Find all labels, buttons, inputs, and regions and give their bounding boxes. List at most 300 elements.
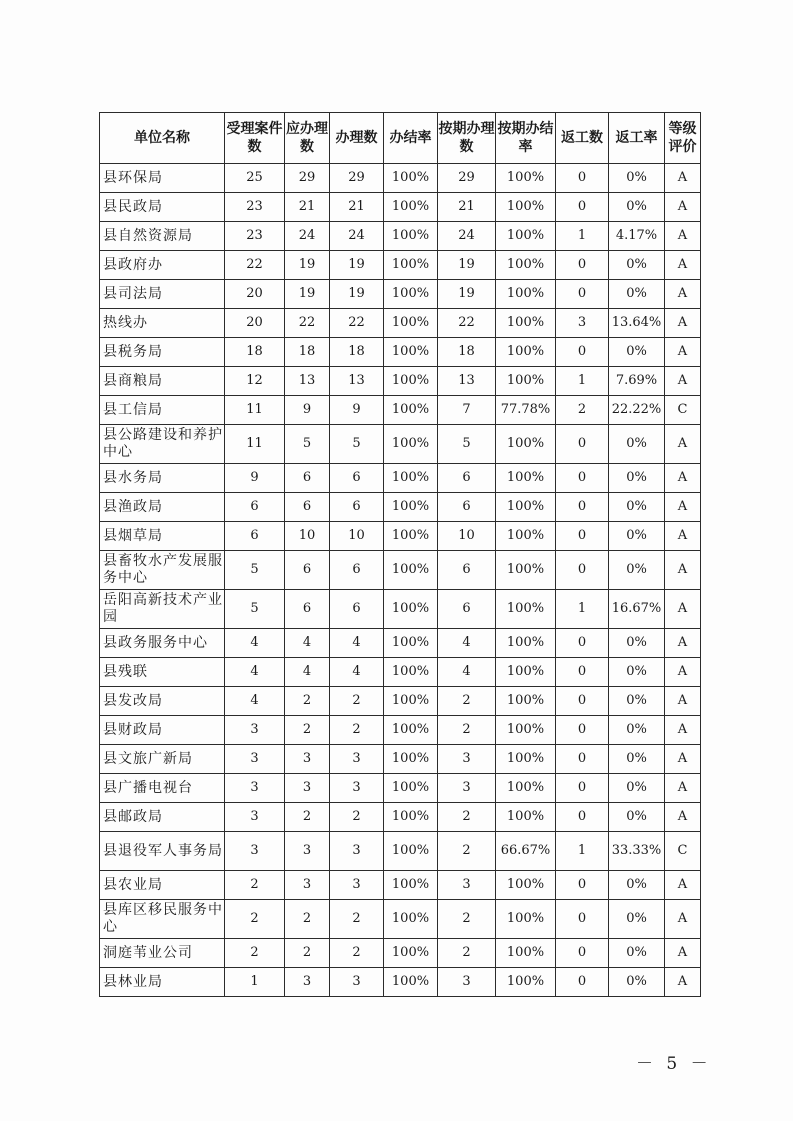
table-cell: A — [665, 968, 701, 997]
unit-name-cell: 岳阳高新技术产业园 — [100, 590, 225, 629]
unit-name-cell: 县库区移民服务中心 — [100, 900, 225, 939]
table-row — [100, 687, 701, 716]
table-cell: 100% — [496, 280, 556, 309]
table-cell: 7 — [438, 396, 496, 425]
table-row — [100, 493, 701, 522]
table-cell: 100% — [384, 968, 438, 997]
table-cell: 11 — [225, 425, 285, 464]
table-cell: 29 — [330, 164, 384, 193]
column-header: 等级评价 — [665, 113, 701, 164]
unit-name-cell: 县政府办 — [100, 251, 225, 280]
table-cell: 100% — [384, 222, 438, 251]
table-cell: 100% — [384, 900, 438, 939]
table-cell: 16.67% — [609, 590, 665, 629]
table-cell: 5 — [438, 425, 496, 464]
table-cell: 22 — [285, 309, 330, 338]
table-cell: 1 — [556, 222, 609, 251]
table-cell: 9 — [330, 396, 384, 425]
table-cell: 77.78% — [496, 396, 556, 425]
table-row — [100, 590, 701, 629]
table-cell: 6 — [225, 522, 285, 551]
unit-name-cell: 县工信局 — [100, 396, 225, 425]
table-cell: 9 — [285, 396, 330, 425]
table-cell: 12 — [225, 367, 285, 396]
table-cell: 100% — [496, 745, 556, 774]
table-cell: 3 — [285, 745, 330, 774]
table-cell: 100% — [496, 522, 556, 551]
table-cell: 100% — [384, 425, 438, 464]
table-cell: 0% — [609, 871, 665, 900]
unit-name-cell: 县文旅广新局 — [100, 745, 225, 774]
column-header: 办结率 — [384, 113, 438, 164]
table-cell: A — [665, 251, 701, 280]
table-cell: 100% — [384, 687, 438, 716]
table-cell: 18 — [225, 338, 285, 367]
table-cell: 0% — [609, 251, 665, 280]
table-row — [100, 193, 701, 222]
table-cell: 100% — [384, 164, 438, 193]
table-cell: 100% — [384, 280, 438, 309]
table-cell: A — [665, 367, 701, 396]
table-cell: 100% — [496, 774, 556, 803]
table-cell: A — [665, 803, 701, 832]
table-cell: 2 — [330, 687, 384, 716]
table-cell: 2 — [285, 687, 330, 716]
table-cell: 100% — [384, 464, 438, 493]
table-cell: 0 — [556, 522, 609, 551]
column-header: 单位名称 — [100, 113, 225, 164]
table-cell: 13.64% — [609, 309, 665, 338]
table-cell: 0% — [609, 280, 665, 309]
table-cell: 3 — [438, 968, 496, 997]
table-cell: C — [665, 396, 701, 425]
table-cell: 4 — [225, 629, 285, 658]
table-cell: 18 — [438, 338, 496, 367]
table-cell: 24 — [330, 222, 384, 251]
table-cell: 4 — [438, 658, 496, 687]
table-cell: 0% — [609, 745, 665, 774]
table-cell: A — [665, 551, 701, 590]
table-cell: A — [665, 164, 701, 193]
table-cell: 4 — [330, 658, 384, 687]
table-cell: A — [665, 338, 701, 367]
table-cell: 100% — [384, 832, 438, 871]
table-cell: 100% — [496, 716, 556, 745]
table-cell: 100% — [496, 687, 556, 716]
table-cell: 11 — [225, 396, 285, 425]
table-cell: 100% — [384, 367, 438, 396]
table-cell: 2 — [330, 900, 384, 939]
table-cell: 0 — [556, 658, 609, 687]
table-cell: 3 — [330, 832, 384, 871]
table-cell: A — [665, 939, 701, 968]
table-cell: 100% — [496, 367, 556, 396]
table-cell: 0 — [556, 939, 609, 968]
table-cell: 0% — [609, 464, 665, 493]
table-cell: 0% — [609, 338, 665, 367]
table-cell: 100% — [384, 716, 438, 745]
column-header: 受理案件数 — [225, 113, 285, 164]
table-cell: A — [665, 629, 701, 658]
table-cell: 2 — [556, 396, 609, 425]
table-cell: 13 — [285, 367, 330, 396]
table-cell: 5 — [330, 425, 384, 464]
table-cell: 0 — [556, 251, 609, 280]
table-cell: 2 — [285, 900, 330, 939]
table-cell: 19 — [438, 280, 496, 309]
table-cell: 29 — [438, 164, 496, 193]
unit-name-cell: 县畜牧水产发展服务中心 — [100, 551, 225, 590]
unit-name-cell: 县广播电视台 — [100, 774, 225, 803]
table-cell: 2 — [225, 939, 285, 968]
table-cell: 6 — [330, 493, 384, 522]
table-cell: 19 — [285, 251, 330, 280]
table-cell: 100% — [384, 396, 438, 425]
table-cell: 13 — [330, 367, 384, 396]
table-cell: 100% — [496, 871, 556, 900]
table-cell: A — [665, 590, 701, 629]
table-cell: 1 — [556, 832, 609, 871]
table-cell: 0 — [556, 493, 609, 522]
table-cell: 6 — [285, 464, 330, 493]
table-cell: 100% — [496, 590, 556, 629]
unit-name-cell: 县财政局 — [100, 716, 225, 745]
table-cell: 100% — [496, 551, 556, 590]
table-cell: 100% — [496, 193, 556, 222]
table-cell: 4 — [225, 658, 285, 687]
table-cell: 4 — [285, 629, 330, 658]
table-cell: A — [665, 464, 701, 493]
table-cell: 3 — [438, 774, 496, 803]
table-row — [100, 164, 701, 193]
table-cell: 100% — [384, 871, 438, 900]
table-cell: 3 — [330, 871, 384, 900]
table-cell: 100% — [496, 493, 556, 522]
table-cell: 0 — [556, 803, 609, 832]
table-cell: 2 — [438, 900, 496, 939]
table-cell: 100% — [384, 493, 438, 522]
table-cell: 3 — [285, 774, 330, 803]
department-stats-table — [99, 112, 701, 997]
table-cell: 0 — [556, 193, 609, 222]
column-header: 按期办理数 — [438, 113, 496, 164]
table-cell: 3 — [330, 774, 384, 803]
table-cell: 100% — [384, 522, 438, 551]
table-cell: 3 — [285, 871, 330, 900]
table-row — [100, 774, 701, 803]
table-cell: 2 — [285, 939, 330, 968]
table-cell: 2 — [438, 687, 496, 716]
table-cell: 3 — [225, 774, 285, 803]
table-row — [100, 551, 701, 590]
table-cell: C — [665, 832, 701, 871]
table-cell: 5 — [225, 551, 285, 590]
table-cell: 24 — [438, 222, 496, 251]
table-cell: A — [665, 222, 701, 251]
table-cell: 10 — [438, 522, 496, 551]
table-cell: 23 — [225, 222, 285, 251]
table-cell: 3 — [330, 968, 384, 997]
table-cell: 100% — [496, 222, 556, 251]
table-cell: 100% — [384, 939, 438, 968]
table-cell: 6 — [438, 464, 496, 493]
table-cell: 0 — [556, 551, 609, 590]
table-cell: 1 — [556, 590, 609, 629]
table-cell: 5 — [225, 590, 285, 629]
table-row — [100, 803, 701, 832]
unit-name-cell: 县商粮局 — [100, 367, 225, 396]
table-cell: 22 — [225, 251, 285, 280]
table-cell: 0 — [556, 425, 609, 464]
unit-name-cell: 县烟草局 — [100, 522, 225, 551]
table-cell: 0% — [609, 687, 665, 716]
table-cell: 13 — [438, 367, 496, 396]
table-cell: 0% — [609, 193, 665, 222]
table-cell: 1 — [556, 367, 609, 396]
table-cell: 2 — [330, 939, 384, 968]
table-cell: A — [665, 774, 701, 803]
table-cell: 33.33% — [609, 832, 665, 871]
table-body — [100, 164, 701, 997]
table-cell: 100% — [496, 338, 556, 367]
table-cell: 100% — [384, 338, 438, 367]
table-cell: 24 — [285, 222, 330, 251]
column-header: 按期办结率 — [496, 113, 556, 164]
table-cell: 0% — [609, 522, 665, 551]
table-row — [100, 939, 701, 968]
table-cell: 100% — [384, 551, 438, 590]
table-cell: 100% — [384, 658, 438, 687]
table-cell: 0% — [609, 658, 665, 687]
table-cell: A — [665, 280, 701, 309]
table-cell: 0 — [556, 745, 609, 774]
table-cell: 100% — [496, 251, 556, 280]
table-row — [100, 629, 701, 658]
unit-name-cell: 县退役军人事务局 — [100, 832, 225, 871]
table-cell: 1 — [225, 968, 285, 997]
table-cell: 6 — [330, 464, 384, 493]
table-cell: A — [665, 871, 701, 900]
table-cell: 10 — [330, 522, 384, 551]
table-row — [100, 900, 701, 939]
table-cell: 3 — [225, 716, 285, 745]
table-row — [100, 367, 701, 396]
table-row — [100, 464, 701, 493]
table-cell: 100% — [496, 309, 556, 338]
unit-name-cell: 县林业局 — [100, 968, 225, 997]
table-cell: 9 — [225, 464, 285, 493]
table-row — [100, 338, 701, 367]
table-cell: 20 — [225, 280, 285, 309]
table-cell: 18 — [330, 338, 384, 367]
table-cell: 100% — [496, 629, 556, 658]
table-cell: 2 — [438, 832, 496, 871]
table-cell: 2 — [225, 871, 285, 900]
unit-name-cell: 县发改局 — [100, 687, 225, 716]
table-cell: 2 — [438, 939, 496, 968]
table-cell: 0 — [556, 464, 609, 493]
table-row — [100, 832, 701, 871]
table-cell: 6 — [438, 590, 496, 629]
table-cell: 0% — [609, 425, 665, 464]
table-cell: 0% — [609, 968, 665, 997]
unit-name-cell: 热线办 — [100, 309, 225, 338]
table-cell: 3 — [438, 745, 496, 774]
table-cell: 100% — [384, 590, 438, 629]
table-header-row — [100, 113, 701, 164]
table-cell: 100% — [496, 425, 556, 464]
table-cell: 6 — [330, 590, 384, 629]
table-cell: 6 — [438, 493, 496, 522]
unit-name-cell: 县税务局 — [100, 338, 225, 367]
table-row — [100, 222, 701, 251]
table-cell: 19 — [285, 280, 330, 309]
table-cell: 100% — [384, 251, 438, 280]
table-cell: 100% — [384, 193, 438, 222]
page-number: － 5 － — [636, 1054, 712, 1074]
table-cell: 100% — [384, 309, 438, 338]
table-cell: A — [665, 687, 701, 716]
table-cell: 100% — [384, 774, 438, 803]
table-cell: 4 — [438, 629, 496, 658]
table-cell: 0% — [609, 716, 665, 745]
table-cell: 20 — [225, 309, 285, 338]
table-cell: 0% — [609, 774, 665, 803]
table-cell: 2 — [438, 716, 496, 745]
table-cell: 21 — [285, 193, 330, 222]
unit-name-cell: 县环保局 — [100, 164, 225, 193]
table-cell: 22 — [330, 309, 384, 338]
table-cell: 100% — [384, 629, 438, 658]
table-row — [100, 280, 701, 309]
unit-name-cell: 县残联 — [100, 658, 225, 687]
table-cell: 0 — [556, 871, 609, 900]
table-cell: A — [665, 193, 701, 222]
table-cell: A — [665, 716, 701, 745]
table-cell: 6 — [330, 551, 384, 590]
unit-name-cell: 县邮政局 — [100, 803, 225, 832]
table-cell: 0 — [556, 716, 609, 745]
table-cell: 6 — [438, 551, 496, 590]
column-header: 应办理数 — [285, 113, 330, 164]
table-cell: 0 — [556, 338, 609, 367]
table-cell: 3 — [556, 309, 609, 338]
table-cell: A — [665, 522, 701, 551]
table-cell: 100% — [496, 803, 556, 832]
unit-name-cell: 县农业局 — [100, 871, 225, 900]
table-cell: 18 — [285, 338, 330, 367]
table-cell: 4.17% — [609, 222, 665, 251]
table-cell: 7.69% — [609, 367, 665, 396]
unit-name-cell: 县自然资源局 — [100, 222, 225, 251]
column-header: 返工数 — [556, 113, 609, 164]
unit-name-cell: 县公路建设和养护中心 — [100, 425, 225, 464]
table-row — [100, 522, 701, 551]
table-cell: 0 — [556, 164, 609, 193]
unit-name-cell: 县民政局 — [100, 193, 225, 222]
table-cell: 100% — [496, 164, 556, 193]
table-cell: 0 — [556, 280, 609, 309]
table-cell: 0 — [556, 629, 609, 658]
table-cell: 2 — [438, 803, 496, 832]
table-cell: 3 — [285, 832, 330, 871]
table-cell: 0% — [609, 551, 665, 590]
table-row — [100, 716, 701, 745]
table-row — [100, 251, 701, 280]
table-cell: 0 — [556, 774, 609, 803]
table-cell: 100% — [496, 464, 556, 493]
table-cell: 21 — [438, 193, 496, 222]
table-cell: 2 — [330, 716, 384, 745]
table-cell: 4 — [330, 629, 384, 658]
table-row — [100, 871, 701, 900]
table-cell: 21 — [330, 193, 384, 222]
table-cell: 100% — [496, 939, 556, 968]
table-cell: A — [665, 745, 701, 774]
table-row — [100, 396, 701, 425]
table-cell: 2 — [285, 716, 330, 745]
table-cell: 19 — [438, 251, 496, 280]
table-cell: A — [665, 658, 701, 687]
table-row — [100, 309, 701, 338]
table-cell: 22 — [438, 309, 496, 338]
table-row — [100, 658, 701, 687]
unit-name-cell: 县水务局 — [100, 464, 225, 493]
table-cell: 10 — [285, 522, 330, 551]
table-cell: A — [665, 309, 701, 338]
table-cell: 23 — [225, 193, 285, 222]
table-row — [100, 425, 701, 464]
unit-name-cell: 县渔政局 — [100, 493, 225, 522]
unit-name-cell: 县司法局 — [100, 280, 225, 309]
table-cell: 6 — [285, 493, 330, 522]
table-cell: A — [665, 900, 701, 939]
table-cell: A — [665, 493, 701, 522]
table-cell: 25 — [225, 164, 285, 193]
table-cell: 0 — [556, 900, 609, 939]
table-cell: 3 — [438, 871, 496, 900]
table-cell: 0 — [556, 687, 609, 716]
table-cell: 2 — [330, 803, 384, 832]
table-cell: 4 — [225, 687, 285, 716]
table-cell: 100% — [496, 968, 556, 997]
column-header: 返工率 — [609, 113, 665, 164]
table-cell: 0% — [609, 900, 665, 939]
table-cell: 66.67% — [496, 832, 556, 871]
table-cell: 3 — [330, 745, 384, 774]
table-row — [100, 968, 701, 997]
table-cell: 3 — [225, 803, 285, 832]
table-row — [100, 745, 701, 774]
table-cell: 0% — [609, 493, 665, 522]
table-cell: 2 — [285, 803, 330, 832]
table-cell: 5 — [285, 425, 330, 464]
table-cell: 6 — [285, 551, 330, 590]
table-cell: 19 — [330, 251, 384, 280]
table-cell: 19 — [330, 280, 384, 309]
table-cell: 0 — [556, 968, 609, 997]
table-cell: 3 — [285, 968, 330, 997]
column-header: 办理数 — [330, 113, 384, 164]
table-cell: A — [665, 425, 701, 464]
unit-name-cell: 洞庭苇业公司 — [100, 939, 225, 968]
table-cell: 100% — [496, 658, 556, 687]
table-cell: 100% — [384, 745, 438, 774]
table-cell: 100% — [496, 900, 556, 939]
table-cell: 0% — [609, 164, 665, 193]
table-cell: 100% — [384, 803, 438, 832]
table-cell: 3 — [225, 832, 285, 871]
